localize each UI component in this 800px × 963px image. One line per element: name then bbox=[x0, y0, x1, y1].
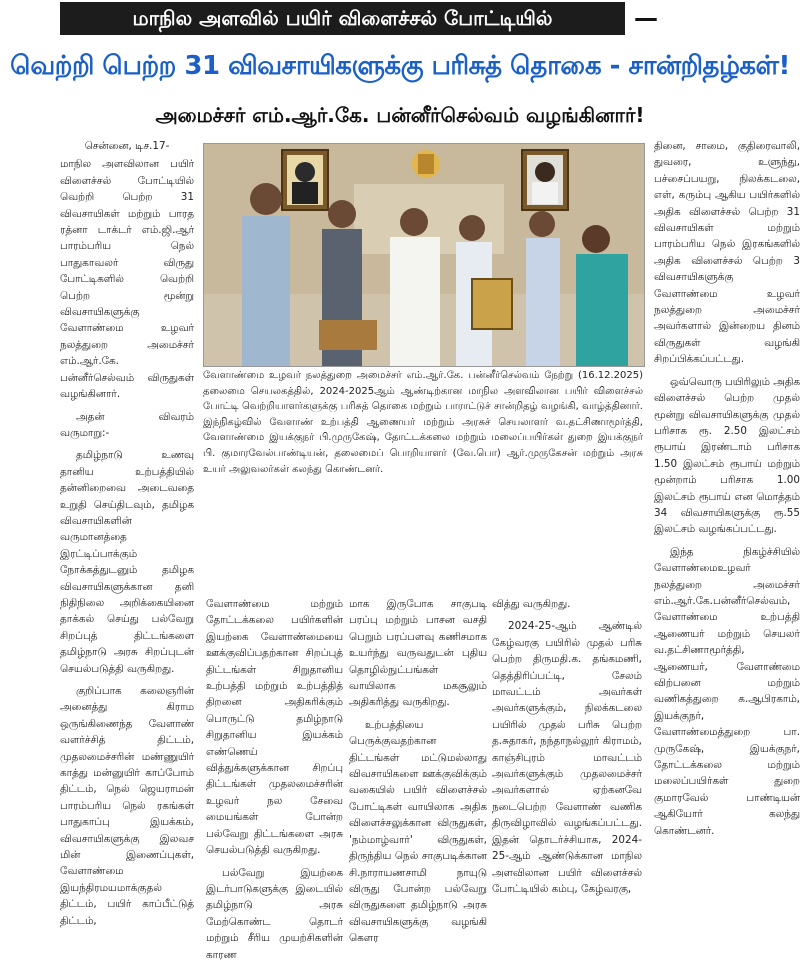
kicker-text: மாநில அளவில் பயிர் விளைச்சல் போட்டியில் bbox=[132, 6, 553, 30]
photo-caption bbox=[203, 368, 643, 544]
paragraph: வித்து வருகிறது. bbox=[492, 598, 571, 610]
portrait-left bbox=[282, 150, 328, 210]
headline: வெற்றி பெற்ற 31 விவசாயிகளுக்கு பரிசுத் தொகை - சான்றிதழ்கள்! bbox=[10, 51, 790, 81]
emblem bbox=[412, 150, 440, 178]
paragraph: மாக இருபோக சாகுபடி பரப்பு மற்றும் பாசன வசதி பெறும் பரப்பளவு கணிசமாக உயர்ந்து வருவதுடன் புதிய தொழில்நுட்பங்கள் வாயிலாக மகசூலும் அதிகரித்து வருகிறது. bbox=[349, 598, 487, 709]
article-column-4 bbox=[492, 596, 642, 895]
paragraph: வேளாண்மை மற்றும் தோட்டக்கலை பயிர்களின் இயற்கை வேளாண்மையை ஊக்குவிப்பதற்கான சிறப்புத் திட்டங்கள் சிறுதானிய உற்பத்தி மற்றும் உற்பத்தித் திறனை அதிகரிக்கும் பொருட்டு தமிழ்நாடு சிறுதானிய இயக்கம் எண்ணெய் வித்துக்களுக்கான சிறப்பு திட்டங்கள் முதலமைச்சரின் உழவர் நல சேவை மையங்கள் போன்ற பல்வேறு திட்டங்களை அரசு செயல்படுத்தி வருகிறது. bbox=[206, 598, 343, 857]
article-column-3 bbox=[349, 596, 487, 945]
kicker-banner bbox=[0, 0, 800, 38]
paragraph: மாநில அளவிலான பயிர் விளைச்சல் போட்டியில் வெற்றி பெற்ற 31 விவசாயிகள் மற்றும் பாரத ரத்னா டாக்டர் எம்.ஜி.ஆர் பாரம்பரிய நெல் பாதுகாவலர் விருது போட்டிகளில் வெற்றி பெற்ற மூன்று விவசாயிகளுக்கு வேளாண்மை உழவர் நலத்துறை அமைச்சர் எம்.ஆர்.கே. பன்னீர்செல்வம் விருதுகள் வழங்கினார். bbox=[60, 158, 194, 401]
paragraph: தமிழ்நாடு உணவு தானிய உற்பத்தியில் தன்னிறைவை அடைவதை உறுதி செய்திடவும், தமிழக விவசாயிகளின் வருமானத்தை இரட்டிப்பாக்கும் நோக்கத்துடனும் தமிழக விவசாயிகளுக்கான தனி நிதிநிலை அறிக்கையினை தாக்கல் செய்து பல்வேறு சிறப்புத் திட்டங்களை தமிழ்நாடு அரசு சிறப்புடன் செயல்படுத்தி வருகிறது. bbox=[60, 449, 194, 675]
paragraph: 2024-25-ஆம் ஆண்டில் கேழ்வரகு பயிரில் முதல் பரிசு பெற்ற திருமதி.க. தங்கமணி, தெத்திரிப்பட்டி, சேலம் மாவட்டம் அவர்கள் அவர்களுக்கும், நிலக்கடலை பயிரில் முதல் பரிசு பெற்ற த.சுதாகர், நந்தாநல்லூர் கிராமம், காஞ்சிபுரம் மாவட்டம் அவர்களுக்கும் முதலமைச்சர் அவர்களால் ஏற்கனவே நடைபெற்ற வேளாண் வணிக திருவிழாவில் வழங்கப்பட்டது. இதன் தொடர்ச்சியாக, 2024-25-ஆம் ஆண்டுக்கான மாநில அளவிலான பயிர் விளைச்சல் போட்டியில் கம்பு, கேழ்வரகு, bbox=[492, 620, 642, 895]
article-column-1 bbox=[60, 138, 194, 927]
paragraph: இந்த நிகழ்ச்சியில் வேளாண்மைஉழவர் நலத்துறை அமைச்சர் எம்.ஆர்.கே.பன்னீர்செல்வம், வேளாண்மை உற்பத்தி ஆணையர் மற்றும் செயலர் வ.தட்சிணாமூர்த்தி, ஆணையர், வேளாண்மை விற்பனை மற்றும் வணிகத்துறை க.ஆபிரகாம், இயக்குநர், வேளாண்மைத்துறை பா. முருகேஷ், இயக்குநர், தோட்டக்கலை மற்றும் மலைப்பயிர்கள் துறை குமாரவேல் பாண்டியன் ஆகியோர் கலந்து கொண்டனர். bbox=[654, 545, 800, 837]
dateline: சென்னை, டிச.17- bbox=[84, 140, 170, 152]
article-column-2 bbox=[206, 596, 343, 961]
subheadline: அமைச்சர் எம்.ஆர்.கே. பன்னீர்செல்வம் வழங்கினார்! bbox=[155, 103, 645, 127]
kicker-dash: — bbox=[634, 4, 658, 32]
paragraph: பல்வேறு இயற்கை இடர்பாடுகளுக்கு இடையில் தமிழ்நாடு அரசு மேற்கொண்ட தொடர் மற்றும் சீரிய முயற்சிகளின் காரண bbox=[206, 866, 343, 961]
paragraph: குறிப்பாக கலைஞரின் அனைத்து கிராம ஒருங்கிணைந்த வேளாண் வளர்ச்சித் திட்டம், முதலமைச்சரின் மண்ணுயிர் காத்து மன்னுயிர் காப்போம் திட்டம், நெல் ஜெயராமன் பாரம்பரிய நெல் ரகங்கள் பாதுகாப்பு இயக்கம், விவசாயிகளுக்கு இலவச மின் இணைப்புகள், வேளாண்மை இயந்திரமயமாக்குதல் திட்டம், பயிர் காப்பீட்டுத் திட்டம், bbox=[60, 685, 194, 927]
paragraph: தினை, சாமை, குதிரைவாலி, துவரை, உளுந்து, பச்சைப்பயறு, நிலக்கடலை, எள், கரும்பு ஆகிய பயிர்களில் அதிக விளைச்சல் பெற்ற 31 விவசாயிகள் மற்றும் பாரம்பரிய நெல் இரகங்களில் அதிக விளைச்சல் பெற்ற 3 விவசாயிகளுக்கு வேளாண்மை உழவர் நலத்துறை அமைச்சர் அவர்களால் இன்றைய தினம் விருதுகள் வழங்கி சிறப்பிக்கப்பட்டது. bbox=[654, 140, 800, 366]
paragraph: ஒவ்வொரு பயிரிலும் அதிக விளைச்சல் பெற்ற முதல் மூன்று விவசாயிகளுக்கு முதல் பரிசாக ரூ. 2.50 இலட்சம் ரூபாய் இரண்டாம் பரிசாக 1.50 இலட்சம் ரூபாய் மற்றும் மூன்றாம் பரிசாக 1.00 இலட்சம் ரூபாய் என மொத்தம் 34 விவசாயிகளுக்கு ரூ.55 இலட்சம் வழங்கப்பட்டது. bbox=[654, 375, 800, 536]
article-column-5 bbox=[654, 138, 800, 837]
event-photo bbox=[203, 143, 645, 367]
paragraph: உற்பத்தியை பெருக்குவதற்கான திட்டங்கள் மட்டுமல்லாது விவசாயிகளை ஊக்குவிக்கும் வகையில் பயிர் விளைச்சல் போட்டிகள் வாயிலாக அதிக விளைச்சலுக்கான விருதுகள், 'நம்மாழ்வார்' விருதுகள், திருந்திய நெல் சாகுபடிக்கான சி.நாராயணசாமி நாயுடு விருது போன்ற பல்வேறு விருதுகளை தமிழ்நாடு அரசு விவசாயிகளுக்கு வழங்கி கௌர bbox=[349, 718, 487, 945]
paragraph: அதன் விவரம் வருமாறு:- bbox=[60, 410, 194, 439]
portrait-right bbox=[522, 150, 568, 210]
caption-text: வேளாண்மை உழவர் நலத்துறை அமைச்சர் எம்.ஆர்.கே. பன்னீர்செல்வம் நேற்று (16.12.2025) தலைமை செயலகத்தில், 2024-2025ஆம் ஆண்டிற்கான மாநில அளவிலான பயிர் விளைச்சல் போட்டி வெற்றியாளர்களுக்கு பரிசுத் தொகை மற்றும் பாராட்டுச் சான்றிதழ் வழங்கி, வாழ்த்தினார். இந்நிகழ்வில் வேளாண் உற்பத்தி ஆணையர் மற்றும் அரசுச் செயலாளர் வ.தட்சிணாமூர்த்தி, வேளாண்மை இயக்குநர் பி.முருகேஷ், தோட்டக்கலை மற்றும் மலைப்பயிர்கள் துறை இயக்குநர் பி. குமாரவேல்பாண்டியன், தலைமைப் பொறியாளர் (வே.பொ) ஆர்.முருகேசன் மற்றும் அரசு உயர் அலுவலர்கள் கலந்து கொண்டனர். bbox=[203, 370, 643, 475]
